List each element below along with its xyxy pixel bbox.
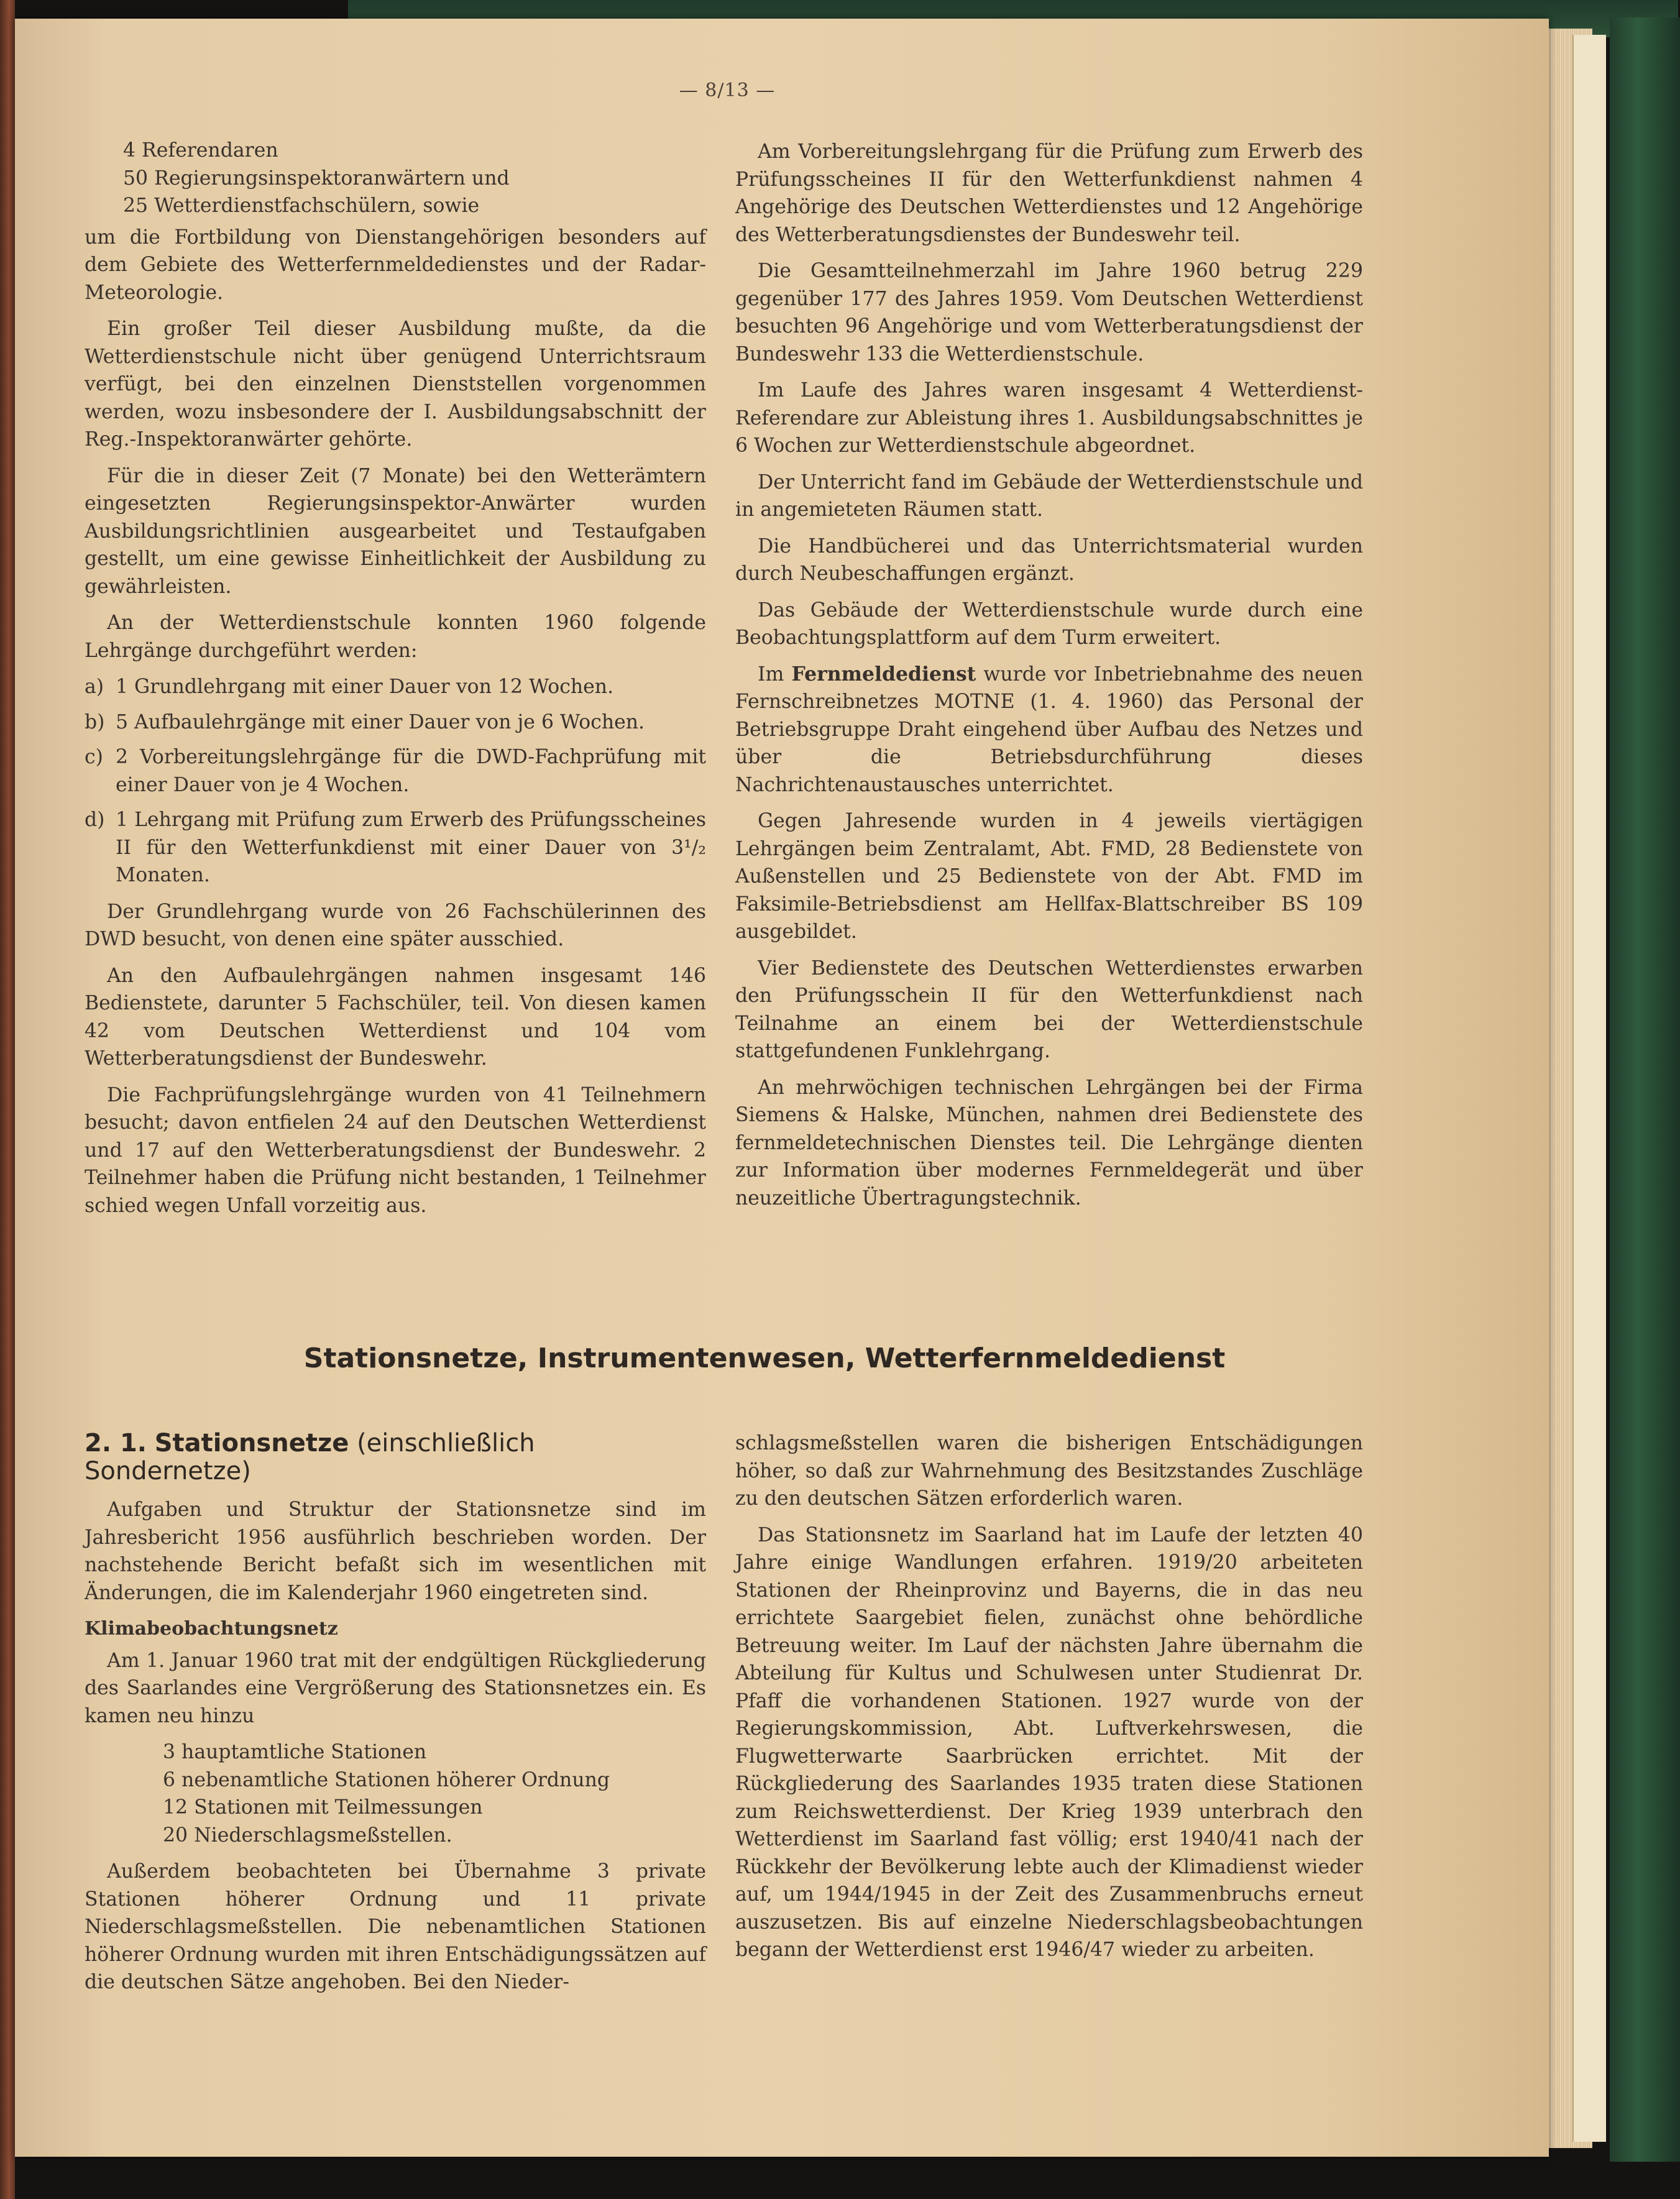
fernmelde-paragraph [735,661,1363,799]
subsection-name: Stationsnetze [154,1429,349,1458]
count-item: 25 Wetterdienstfachschülern, sowie [123,195,480,217]
station-list-item: 6 nebenamtliche Stationen höherer Ordnung [163,1768,610,1791]
course-list [85,673,706,889]
station-list-item: 3 hauptamtliche Stationen [163,1741,427,1763]
paragraph: Ein großer Teil dieser Ausbildung mußte, da die Wetterdienstschule nicht über genügend Unterrichtsraum verfügt, bei den einzelnen Dienststellen vorgenommen werden, wozu insbesondere der I. Ausbildungsabschnitt der Reg.-Inspektoranwärter gehörte. [85,318,706,451]
subsection-qualifier: (einschließlich Sondernetze) [85,1429,535,1485]
count-list [85,137,706,220]
course-item-label: d) [85,809,105,831]
station-list-item: 20 Niederschlagsmeßstellen. [163,1824,452,1847]
paragraph: Aufgaben und Struktur der Stationsnetze sind im Jahresbericht 1956 ausführlich beschrieben worden. Der nachstehende Bericht befaßt sich im wesentlichen mit Änderungen, die im Kalenderjahr 1960 eingetreten sind. [85,1499,706,1604]
paragraph: Am Vorbereitungslehrgang für die Prüfung zum Erwerb des Prüfungsscheines II für den Wetterfunkdienst nahmen 4 Angehörige des Deutschen Wetterdienstes und 12 Angehörige des Wetterberatungsdienstes der Bundeswehr teil. [735,140,1363,246]
bottom-left-column [85,1430,706,2005]
subsection-number: 2. 1. [85,1429,147,1458]
paragraph: An mehrwöchigen technischen Lehrgängen bei der Firma Siemens & Halske, München, nahmen drei Bedienstete des fernmeldetechnischen Dienstes teil. Die Lehrgänge dienten zur Information über modernes Fernmeldegerät und über neuzeitliche Übertragungstechnik. [735,1076,1363,1210]
paragraph: Vier Bedienstete des Deutschen Wetterdienstes erwarben den Prüfungsschein II für den Wetterfunkdienst nach Teilnahme an einem bei der Wetterdienstschule stattgefundenen Funklehrgang. [735,957,1363,1062]
paragraph: Am 1. Januar 1960 trat mit der endgültigen Rückgliederung des Saarlandes eine Vergrößerung des Stationsnetzes ein. Es kamen neu hinzu [85,1649,706,1727]
course-item-label: b) [85,710,105,733]
course-item [85,673,706,701]
book-cover-left-edge [0,0,15,2199]
paragraph: Die Fachprüfungslehrgänge wurden von 41 Teilnehmern besucht; davon entfielen 24 auf den Deutschen Wetterdienst und 17 auf den Wetterberatungsdienst der Bundeswehr. 2 Teilnehmer haben die Prüfung nicht bestanden, 1 Teilnehmer schied wegen Unfall vorzeitig aus. [85,1083,706,1217]
binding-strip [1572,35,1606,2142]
paragraph: um die Fortbildung von Dienstangehörigen besonders auf dem Gebiete des Wetterfernmeldedienstes und der Radar-Meteorologie. [85,226,706,304]
paragraph: Im Laufe des Jahres waren insgesamt 4 Wetterdienst-Referendare zur Ableistung ihres 1. Ausbildungsabschnittes je 6 Wochen zur Wetterdienstschule abgeordnet. [735,379,1363,457]
course-item-label: c) [85,746,103,768]
paragraph: Das Stationsnetz im Saarland hat im Laufe der letzten 40 Jahre einige Wandlungen erfahren. 1919/20 arbeiteten Stationen der Rheinprovinz und Bayerns, die in das neu errichtete Saargebiet fielen, zunächst ohne behördliche Betreuung weiter. Im Lauf der nächsten Jahre übernahm die Abteilung für Kultus und Schulwesen unter Studienrat Dr. Pfaff die vorhandenen Stationen. 1927 wurde von der Regierungskommission, Abt. Luftverkehrswesen, die Flugwetterwarte Saarbrücken errichtet. Mit der Rückgliederung des Saarlandes 1935 traten diese Stationen zum Reichswetterdienst. Der Krieg 1939 unterbrach den Wetterdienst im Saarland fast völlig; erst 1940/41 nach der Rückkehr der Bevölkerung lebte auch der Klimadienst wieder auf, um 1944/1945 in der Zeit des Zusammenbruchs erneut auszusetzen. Bis auf einzelne Niederschlagsbeobachtungen begann der Wetterdienst erst 1946/47 wieder zu arbeiten. [735,1523,1363,1961]
station-list-item: 12 Stationen mit Teilmessungen [163,1796,483,1819]
paragraph: Für die in dieser Zeit (7 Monate) bei den Wetterämtern eingesetzten Regierungsinspektor-Anwärter wurden Ausbildungsrichtlinien ausgearbeitet und Testaufgaben gestellt, um eine gewisse Einheitlichkeit der Ausbildung zu gewährleisten. [85,464,706,598]
fernmelde-keyword: Fernmeldedienst [791,662,976,686]
count-item: 4 Referendaren [123,139,278,162]
course-item-label: a) [85,676,104,698]
paragraph: Der Grundlehrgang wurde von 26 Fachschülerinnen des DWD besucht, von denen eine später ausschied. [85,900,706,950]
fernmelde-prefix: Im [758,663,784,686]
page-number: — 8/13 — [679,80,776,101]
course-item-text: 5 Aufbaulehrgänge mit einer Dauer von je 6 Wochen. [116,710,645,733]
paragraph: schlagsmeßstellen waren die bisherigen Entschädigungen höher, so daß zur Wahrnehmung des Besitzstandes Zuschläge zu den deutschen Sätzen erforderlich waren. [735,1432,1363,1510]
course-item [85,806,706,889]
paragraph: Außerdem beobachteten bei Übernahme 3 private Stationen höherer Ordnung und 11 private Niederschlagsmeßstellen. Die nebenamtlichen Stationen höherer Ordnung wurden mit ihren Entschädigungssätzen auf die deutschen Sätze angehoben. Bei den Nieder- [85,1860,706,1993]
course-item [85,709,706,737]
top-right-column [735,138,1363,1221]
paragraph: Das Gebäude der Wetterdienstschule wurde durch eine Beobachtungsplattform auf dem Turm erweitert. [735,599,1363,649]
fernmelde-text: wurde vor Inbetriebnahme des neuen Fernschreibnetzes MOTNE (1. 4. 1960) das Personal der Betriebsgruppe Draht eingehend über Aufbau des Netzes und über die Betriebsdurchführung dieses Nachrichtenaustausches unterrichtet. [735,663,1364,796]
paragraph: Gegen Jahresende wurden in 4 jeweils viertägigen Lehrgängen beim Zentralamt, Abt. FMD, 28 Bedienstete von Außenstellen und 25 Bedienstete von der Abt. FMD im Faksimile-Betriebsdienst am Hellfax-Blattschreiber BS 109 ausgebildet. [735,810,1363,943]
subsection-heading [85,1430,706,1485]
paragraph: Die Gesamtteilnehmerzahl im Jahre 1960 betrug 229 gegenüber 177 des Jahres 1959. Vom Deutschen Wetterdienst besuchten 96 Angehörige und vom Wetterberatungsdienst der Bundeswehr 133 die Wetterdienstschule. [735,260,1363,365]
book-cover-right-edge [1610,17,1680,2162]
section-title: Stationsnetze, Instrumentenwesen, Wetterfernmeldedienst [303,1343,1226,1374]
station-list [85,1738,706,1849]
course-item-text: 1 Lehrgang mit Prüfung zum Erwerb des Prüfungsscheines II für den Wetterfunkdienst mit einer Dauer von 3¹/₂ Monaten. [116,809,706,886]
subsubsection-heading: Klimabeobachtungsnetz [85,1618,338,1640]
paragraph: Der Unterricht fand im Gebäude der Wetterdienstschule und in angemieteten Räumen statt. [735,471,1363,521]
course-item-text: 2 Vorbereitungslehrgänge für die DWD-Fachprüfung mit einer Dauer von je 4 Wochen. [116,746,706,796]
paragraph: An den Aufbaulehrgängen nahmen insgesamt 146 Bedienstete, darunter 5 Fachschüler, teil. Von diesen kamen 42 vom Deutschen Wetterdienst und 104 vom Wetterberatungsdienst der Bundeswehr. [85,964,706,1070]
paragraph: Die Handbücherei und das Unterrichtsmaterial wurden durch Neubeschaffungen ergänzt. [735,535,1363,585]
paragraph: An der Wetterdienstschule konnten 1960 folgende Lehrgänge durchgeführt werden: [85,612,706,662]
course-item [85,743,706,799]
top-left-column [85,137,706,1228]
count-item: 50 Regierungsinspektoranwärtern und [123,167,510,190]
bottom-right-column [735,1430,1363,1973]
course-item-text: 1 Grundlehrgang mit einer Dauer von 12 Wochen. [116,676,614,698]
